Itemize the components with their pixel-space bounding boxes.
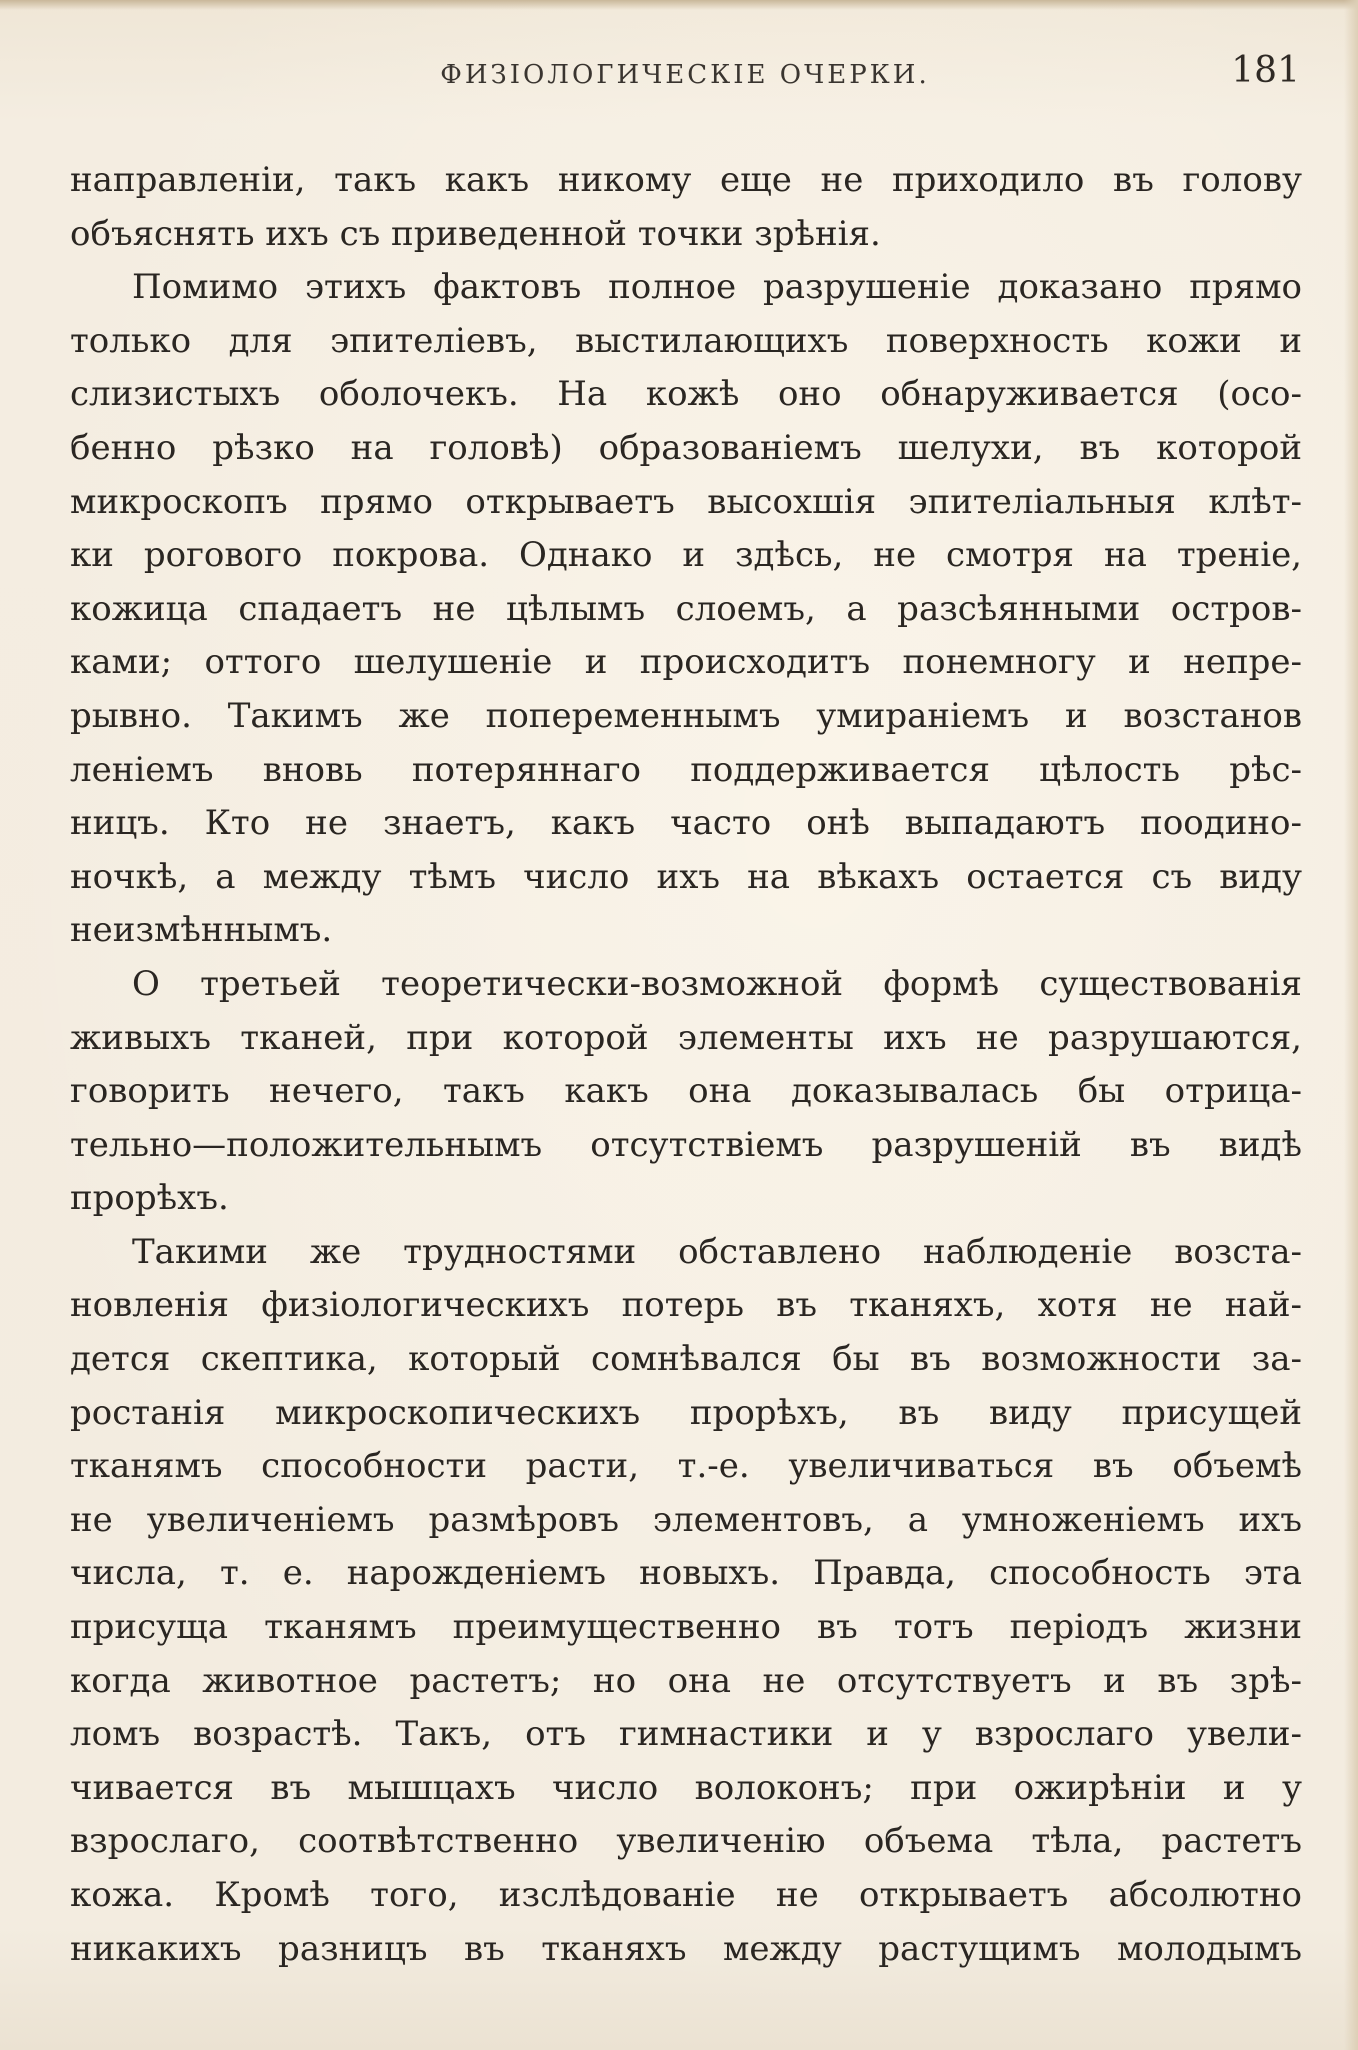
body-text [70,154,1302,1976]
text-line: ломъ возрастѣ. Такъ, отъ гимнастики и у взрослаго увели- [70,1714,1302,1755]
running-head-title: ФИЗІОЛОГИЧЕСКІЕ ОЧЕРКИ. [440,60,930,90]
text-line: только для эпителіевъ, выстилающихъ поверхность кожи и [70,320,1302,361]
page-right-edge [1344,0,1358,2050]
text-line: прорѣхъ. [70,1178,229,1219]
text-line: числа, т. е. нарожденіемъ новыхъ. Правда, способность эта [70,1553,1302,1594]
text-line: взрослаго, соотвѣтственно увеличенію объема тѣла, растетъ [70,1821,1302,1862]
text-line: Такими же трудностями обставлено наблюденіе возста- [132,1231,1302,1272]
text-line: тельно—положительнымъ отсутствіемъ разрушеній въ видѣ [70,1124,1302,1165]
text-line: присуща тканямъ преимущественно въ тотъ періодъ жизни [70,1607,1302,1648]
text-line: новленія физіологическихъ потерь въ тканяхъ, хотя не най- [70,1285,1302,1326]
text-line: живыхъ тканей, при которой элементы ихъ не разрушаются, [70,1017,1302,1058]
text-line: неизмѣннымъ. [70,910,333,951]
page-top-edge [0,0,1358,10]
text-line: направленіи, такъ какъ никому еще не приходило въ голову [70,160,1302,200]
paragraph [70,1226,1302,1976]
paragraph [70,261,1302,958]
text-line: ницъ. Кто не знаетъ, какъ часто онѣ выпадаютъ поодино- [70,803,1302,844]
page-number: 181 [1231,50,1300,91]
text-line: дется скептика, который сомнѣвался бы въ возможности за- [70,1339,1302,1380]
text-line: кожа. Кромѣ того, изслѣдованіе не открываетъ абсолютно [70,1875,1302,1915]
text-line: ростанія микроскопическихъ прорѣхъ, въ виду присущей [70,1392,1302,1433]
text-line: чивается въ мышцахъ число волоконъ; при ожирѣніи и у [70,1767,1302,1808]
text-line: кожица спадаетъ не цѣлымъ слоемъ, а разсѣянными остров- [70,588,1302,629]
text-line: никакихъ разницъ въ тканяхъ между растущимъ молодымъ [70,1928,1302,1969]
text-line: объяснять ихъ съ приведенной точки зрѣнія. [70,213,881,254]
text-line: ки рогового покрова. Однако и здѣсь, не смотря на треніе, [70,535,1302,576]
text-line: не увеличеніемъ размѣровъ элементовъ, а умноженіемъ ихъ [70,1499,1302,1540]
text-line: бенно рѣзко на головѣ) образованіемъ шелухи, въ которой [70,427,1302,468]
text-line: рывно. Такимъ же попеременнымъ умираніемъ и возстанов [70,695,1302,736]
text-line: тканямъ способности расти, т.-е. увеличиваться въ объемѣ [70,1446,1302,1487]
text-line: ками; оттого шелушеніе и происходитъ понемногу и непре- [70,642,1302,683]
paragraph [70,958,1302,1226]
text-line: ночкѣ, а между тѣмъ число ихъ на вѣкахъ остается съ виду [70,856,1302,897]
text-line: говорить нечего, такъ какъ она доказывалась бы отрица- [70,1071,1302,1112]
running-head [70,50,1300,106]
paragraph [70,154,1302,261]
text-line: когда животное растетъ; но она не отсутствуетъ и въ зрѣ- [70,1660,1302,1701]
text-line: микроскопъ прямо открываетъ высохшія эпителіальныя клѣт- [70,481,1302,522]
text-line: О третьей теоретически-возможной формѣ существованія [132,963,1302,1004]
text-line: слизистыхъ оболочекъ. На кожѣ оно обнаруживается (осо- [70,374,1302,415]
text-line: леніемъ вновь потеряннаго поддерживается цѣлость рѣс- [70,749,1302,790]
text-line: Помимо этихъ фактовъ полное разрушеніе доказано прямо [132,267,1302,308]
